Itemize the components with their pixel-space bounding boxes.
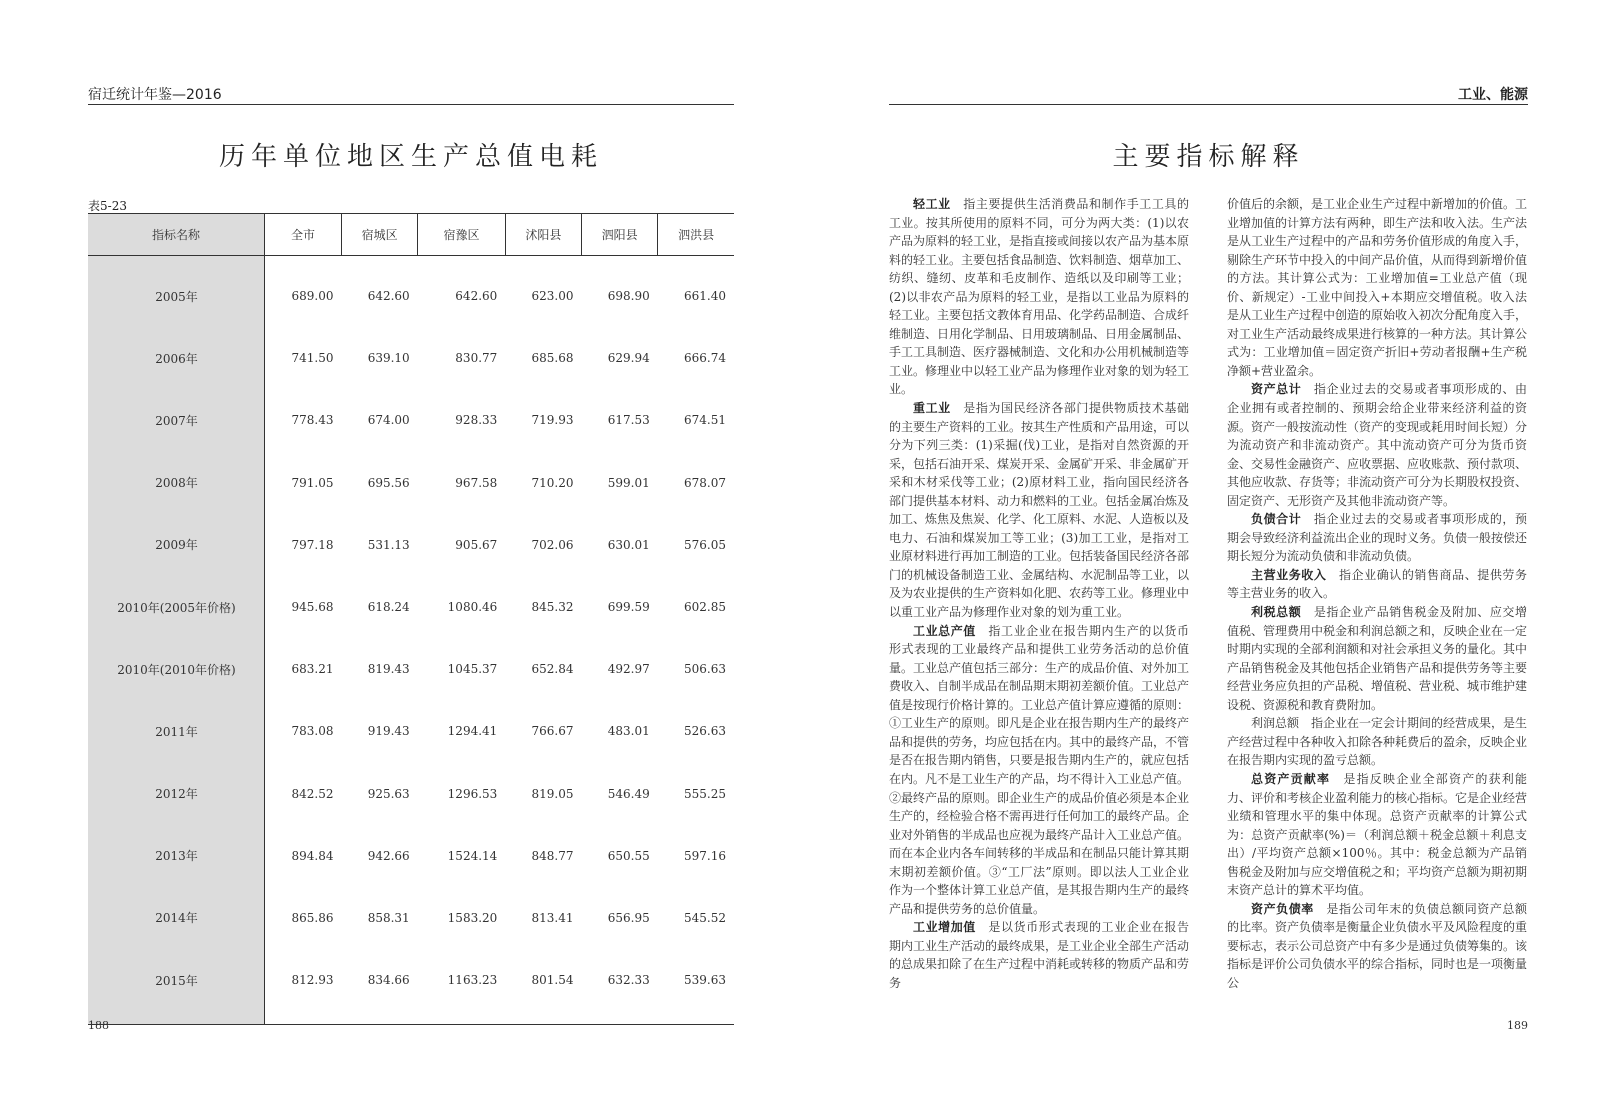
table-cell: 842.52 (291, 786, 334, 801)
table-cell: 630.01 (607, 537, 650, 552)
row-label: 2012年 (88, 763, 265, 825)
table-cell: 819.05 (531, 786, 574, 801)
table-cell: 801.54 (505, 949, 581, 1025)
table-cell: 719.93 (531, 413, 574, 428)
column-header: 宿城区 (341, 214, 417, 256)
table-cell: 741.50 (291, 351, 334, 366)
running-head: 宿迁统计年鉴—2016 (88, 87, 222, 103)
definition-paragraph (889, 918, 1189, 992)
table-row (88, 256, 734, 328)
row-label: 2014年 (88, 887, 265, 949)
table-cell: 546.49 (607, 786, 650, 801)
page-title: 主要指标解释 (1112, 142, 1305, 172)
definition-paragraph (1227, 380, 1527, 510)
table-cell: 678.07 (684, 475, 726, 490)
row-label: 2007年 (88, 389, 265, 451)
table-cell: 1163.23 (418, 949, 506, 1025)
table-cell: 894.84 (291, 848, 334, 863)
table-cell: 942.66 (367, 848, 410, 863)
table-cell: 555.25 (684, 786, 726, 801)
definition-paragraph (1227, 770, 1527, 900)
text-column-right (1227, 195, 1527, 993)
table-cell: 925.63 (367, 786, 410, 801)
row-label: 2009年 (88, 514, 265, 576)
table-cell: 689.00 (291, 289, 334, 304)
table-row (88, 825, 734, 887)
table-cell: 905.67 (455, 537, 498, 552)
table-cell: 858.31 (367, 910, 410, 925)
definition-term: 总资产贡献率 (1251, 771, 1331, 786)
statistics-table (88, 213, 734, 1025)
table-cell: 928.33 (455, 413, 498, 428)
row-label: 2010年(2010年价格) (88, 638, 265, 700)
column-header: 泗阳县 (582, 214, 658, 256)
left-page (0, 0, 800, 1099)
table-cell: 695.56 (367, 475, 410, 490)
text-column-left (889, 195, 1189, 993)
table-cell: 629.94 (607, 351, 650, 366)
table-number: 表5-23 (88, 199, 127, 213)
definition-paragraph (889, 399, 1189, 622)
table-cell: 834.66 (341, 949, 417, 1025)
table-cell: 710.20 (531, 475, 574, 490)
table-cell: 599.01 (607, 475, 650, 490)
table-cell: 650.55 (607, 848, 650, 863)
row-label: 2010年(2005年价格) (88, 576, 265, 638)
definition-paragraph (1227, 714, 1527, 770)
definition-text: 价值后的余额，是工业企业生产过程中新增加的价值。工业增加值的计算方法有两种，即生产法和收入法。生产法是从工业生产过程中的产品和劳务价值形成的角度入手，剔除生产环节中投入的中间产品价值，从而得到新增价值的方法。其计算公式为：工业增加值=工业总产值（现价、新规定）-工业中间投入+本期应交增值税。收入法是从工业生产过程中创造的原始收入初次分配角度入手，对工业生产活动最终成果进行核算的一种方法。其计算公式为：工业增加值＝固定资产折旧+劳动者报酬+生产税净额+营业盈余。 (1227, 197, 1528, 378)
table-cell: 812.93 (265, 949, 342, 1025)
table-cell: 766.67 (531, 724, 574, 739)
table-cell: 617.53 (607, 413, 650, 428)
definition-paragraph (889, 195, 1189, 399)
definition-term: 利税总额 (1251, 605, 1302, 620)
column-header: 沭阳县 (505, 214, 581, 256)
table-body (88, 256, 734, 1025)
table-cell: 632.33 (582, 949, 658, 1025)
definition-paragraph (889, 622, 1189, 919)
definition-text: 指企业确认的销售商品、提供劳务等主营业务的收入。 (1227, 567, 1527, 601)
page-number: 189 (1507, 1019, 1528, 1032)
table-header-row (88, 214, 734, 256)
table-cell: 919.43 (367, 724, 410, 739)
column-header-indicator: 指标名称 (88, 214, 265, 256)
definition-text: 指主要提供生活消费品和制作手工工具的工业。按其所使用的原料不同，可分为两大类：(1)以农产品为原料的轻工业，是指直接或间接以农产品为基本原料的轻工业。主要包括食品制造、饮料制造、烟草加工、纺织、缝纫、皮革和毛皮制作、造纸以及印刷等工业；(2)以非农产品为原料的轻工业，是指以工业品为原料的轻工业。主要包括文教体育用品、化学药品制造、合成纤维制造、日用化学制品、日用玻璃制品、日用金属制品、手工工具制造、医疗器械制造、文化和办公用机械制造等工业。修理业中以轻工业产品为修理作业对象的划为轻工业。 (889, 197, 1190, 397)
table-cell: 526.63 (684, 724, 726, 739)
table-cell: 797.18 (291, 537, 334, 552)
table-cell: 602.85 (684, 600, 726, 615)
definition-text: 指工业企业在报告期内生产的以货币形式表现的工业最终产品和提供工业劳务活动的总价值量。工业总产值包括三部分：生产的成品价值、对外加工费收入、自制半成品在制品期末期初差额价值。工业总产值是按现行价格计算的。工业总产值计算应遵循的原则：①工业生产的原则。即凡是企业在报告期内生产的最终产品和提供的劳务，均应包括在内。其中的最终产品，不管是否在报告期内销售，只要是报告期内生产的，就应包括在内。凡不是工业生产的产品，均不得计入工业总产值。②最终产品的原则。即企业生产的成品价值必须是本企业生产的，经检验合格不需再进行任何加工的最终产品。企业对外销售的半成品也应视为最终产品计入工业总产值。而在本企业内各车间转移的半成品和在制品只能计算其期末期初差额价值。③“工厂法”原则。即以法人工业企业作为一个整体计算工业总产值，是其报告期内生产的最终产品和提供劳务的总价值量。 (889, 623, 1190, 916)
table-cell: 545.52 (684, 910, 726, 925)
table-row (88, 638, 734, 700)
right-page (800, 0, 1609, 1099)
row-label: 2013年 (88, 825, 265, 887)
table-cell: 642.60 (367, 289, 410, 304)
running-head: 工业、能源 (1458, 87, 1528, 103)
definition-paragraph (1227, 566, 1527, 603)
definition-term: 重工业 (913, 401, 951, 416)
table-row (88, 949, 734, 1025)
table-cell: 539.63 (658, 949, 734, 1025)
table-cell: 639.10 (367, 351, 410, 366)
table-cell: 945.68 (291, 600, 334, 615)
table-cell: 702.06 (531, 537, 574, 552)
table-cell: 783.08 (291, 724, 334, 739)
table-row (88, 700, 734, 762)
table-cell: 1294.41 (447, 724, 498, 739)
definition-term: 负债合计 (1251, 512, 1302, 527)
table-cell: 1045.37 (447, 662, 498, 677)
header-rule (889, 104, 1528, 105)
row-label: 2005年 (88, 256, 265, 328)
definition-text: 是指为国民经济各部门提供物质技术基础的主要生产资料的工业。按其生产性质和产品用途，可以分为下列三类：(1)采掘(伐)工业，是指对自然资源的开采，包括石油开采、煤炭开采、金属矿开采、非金属矿开采和木材采伐等工业；(2)原材料工业，指向国民经济各部门提供基本材料、动力和燃料的工业。包括金属冶炼及加工、炼焦及焦炭、化学、化工原料、水泥、人造板以及电力、石油和煤炭加工等工业；(3)加工工业，是指对工业原材料进行再加工制造的工业。包括装备国民经济各部门的机械设备制造工业、金属结构、水泥制品等工业，以及为农业提供的生产资料如化肥、农药等工业。修理业中以重工业产品为修理作业对象的划为重工业。 (889, 401, 1190, 620)
definition-term: 资产负债率 (1251, 901, 1314, 916)
header-rule (88, 104, 734, 105)
table-cell: 830.77 (455, 351, 498, 366)
table-row (88, 763, 734, 825)
table-cell: 848.77 (531, 848, 574, 863)
definition-text: 是指反映企业全部资产的获利能力、评价和考核企业盈利能力的核心指标。它是企业经营业绩和管理水平的集中体现。总资产贡献率的计算公式为：总资产贡献率(%)＝（利润总额＋税金总额＋利息支出）/平均资产总额×100％。其中：税金总额为产品销售税金及附加与应交增值税之和；平均资产总额为期初期末资产总计的算术平均值。 (1227, 771, 1528, 898)
table-cell: 865.86 (291, 910, 334, 925)
definition-text: 是指公司年末的负债总额同资产总额的比率。资产负债率是衡量企业负债水平及风险程度的重要标志，表示公司总资产中有多少是通过负债筹集的。该指标是评价公司负债水平的综合指标，同时也是一项衡量公 (1227, 901, 1528, 990)
definition-text: 利润总额 指企业在一定会计期间的经营成果，是生产经营过程中各种收入扣除各种耗费后的盈余，反映企业在报告期内实现的盈亏总额。 (1227, 716, 1528, 768)
definition-term: 主营业务收入 (1251, 567, 1327, 582)
definition-paragraph (1227, 603, 1527, 714)
table-row (88, 887, 734, 949)
definition-paragraph (1227, 510, 1527, 566)
column-header: 全市 (265, 214, 342, 256)
row-label: 2006年 (88, 327, 265, 389)
definition-text: 指企业过去的交易或者事项形成的、由企业拥有或者控制的、预期会给企业带来经济利益的资源。资产一般按流动性（资产的变现或耗用时间长短）分为流动资产和非流动资产。其中流动资产可分为货币资金、交易性金融资产、应收票据、应收账款、预付款项、其他应收款、存货等；非流动资产可分为长期股权投资、固定资产、无形资产及其他非流动资产等。 (1227, 382, 1528, 508)
table-cell: 674.51 (684, 413, 726, 428)
row-label: 2008年 (88, 452, 265, 514)
table-cell: 791.05 (291, 475, 334, 490)
table-cell: 1296.53 (447, 786, 498, 801)
table-cell: 576.05 (684, 537, 726, 552)
table-cell: 845.32 (531, 600, 574, 615)
page-title: 历年单位地区生产总值电耗 (218, 142, 603, 172)
table-cell: 618.24 (367, 600, 410, 615)
table-cell: 685.68 (531, 351, 574, 366)
table-cell: 531.13 (367, 537, 410, 552)
row-label: 2011年 (88, 700, 265, 762)
table-cell: 1080.46 (447, 600, 498, 615)
page-number: 188 (88, 1019, 109, 1032)
table-row (88, 576, 734, 638)
definition-text: 指企业过去的交易或者事项形成的，预期会导致经济利益流出企业的现时义务。负债一般按偿还期长短分为流动负债和非流动负债。 (1227, 512, 1528, 564)
table-cell: 674.00 (367, 413, 410, 428)
table-cell: 778.43 (291, 413, 334, 428)
definition-term: 工业总产值 (913, 623, 976, 638)
column-header: 泗洪县 (658, 214, 734, 256)
table-cell: 683.21 (291, 662, 334, 677)
table-row (88, 514, 734, 576)
table-cell: 656.95 (607, 910, 650, 925)
definition-term: 资产总计 (1251, 382, 1302, 397)
table-cell: 483.01 (607, 724, 650, 739)
table-row (88, 389, 734, 451)
table-cell: 597.16 (684, 848, 726, 863)
table-cell: 967.58 (455, 475, 498, 490)
table-cell: 642.60 (455, 289, 498, 304)
table-cell: 1583.20 (447, 910, 498, 925)
table-cell: 492.97 (607, 662, 650, 677)
table-cell: 1524.14 (447, 848, 498, 863)
table-cell: 666.74 (684, 351, 726, 366)
column-header: 宿豫区 (418, 214, 506, 256)
row-label: 2015年 (88, 949, 265, 1025)
definition-text: 是指企业产品销售税金及附加、应交增值税、管理费用中税金和利润总额之和，反映企业在一定时期内实现的全部利润额和对社会承担义务的量化。其中产品销售税金及其他包括企业销售产品和提供劳务等主要经营业务应负担的产品税、增值税、营业税、城市维护建设税、资源税和教育费附加。 (1227, 605, 1528, 712)
table-cell: 819.43 (367, 662, 410, 677)
table-row (88, 452, 734, 514)
table-row (88, 327, 734, 389)
definition-term: 工业增加值 (913, 920, 976, 935)
table-cell: 661.40 (684, 289, 726, 304)
definition-paragraph (1227, 195, 1527, 380)
table-cell: 506.63 (684, 662, 726, 677)
table-cell: 813.41 (531, 910, 574, 925)
table-cell: 698.90 (607, 289, 650, 304)
table-cell: 652.84 (531, 662, 574, 677)
table-cell: 699.59 (607, 600, 650, 615)
table-cell: 623.00 (531, 289, 574, 304)
definition-term: 轻工业 (913, 197, 951, 211)
definition-text: 是以货币形式表现的工业企业在报告期内工业生产活动的最终成果，是工业企业全部生产活动的总成果扣除了在生产过程中消耗或转移的物质产品和劳务 (889, 920, 1190, 990)
definition-paragraph (1227, 900, 1527, 993)
